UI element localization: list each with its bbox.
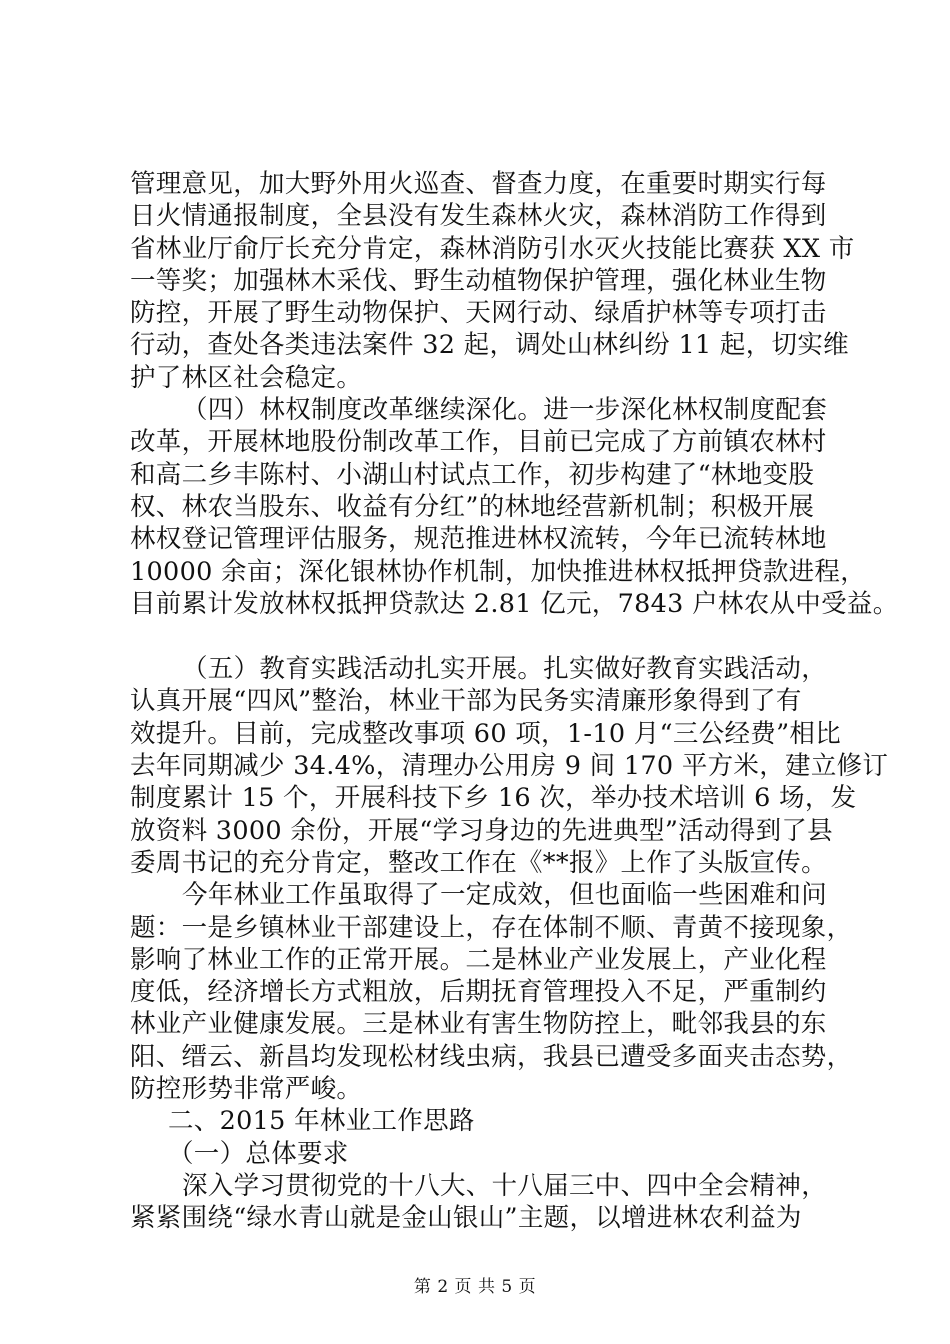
text-line: 省林业厅俞厅长充分肯定，森林消防引水灭火技能比赛获 XX 市: [130, 233, 855, 264]
section-two-heading: 二、2015 年林业工作思路: [168, 1106, 475, 1137]
body-text: [130, 168, 899, 1235]
text-line: 去年同期减少 34.4%，清理办公用房 9 间 170 平方米，建立修订: [130, 751, 889, 782]
text-line: 阳、缙云、新昌均发现松材线虫病，我县已遭受多面夹击态势，: [130, 1041, 853, 1072]
text-line: 防控形势非常严峻。: [130, 1074, 363, 1105]
text-line: 和高二乡丰陈村、小湖山村试点工作，初步构建了“林地变股: [130, 459, 815, 490]
text-line: 林业产业健康发展。三是林业有害生物防控上，毗邻我县的东: [130, 1009, 827, 1040]
text-line: 度低，经济增长方式粗放，后期抚育管理投入不足，严重制约: [130, 977, 827, 1008]
text-line: 认真开展“四风”整治，林业干部为民务实清廉形象得到了有: [130, 686, 802, 717]
text-line: 改革，开展林地股份制改革工作，目前已完成了方前镇农林村: [130, 427, 827, 458]
text-line: 制度累计 15 个，开展科技下乡 16 次，举办技术培训 6 场，发: [130, 783, 857, 814]
text-line: 目前累计发放林权抵押贷款达 2.81 亿元，7843 户林农从中受益。: [130, 588, 899, 619]
problems-paragraph-line: 今年林业工作虽取得了一定成效，但也面临一些困难和问: [182, 880, 828, 911]
text-line: 一等奖；加强林木采伐、野生动植物保护管理，强化林业生物: [130, 265, 827, 296]
text-line: 委周书记的充分肯定，整改工作在《**报》上作了头版宣传。: [130, 847, 827, 878]
text-line: 权、林农当股东、收益有分红”的林地经营新机制；积极开展: [130, 491, 815, 522]
text-line: 防控，开展了野生动物保护、天网行动、绿盾护林等专项打击: [130, 298, 827, 329]
text-line: 日火情通报制度，全县没有发生森林火灾，森林消防工作得到: [130, 201, 827, 232]
requirements-paragraph-line: 深入学习贯彻党的十八大、十八届三中、四中全会精神，: [182, 1170, 828, 1201]
text-line: 管理意见，加大野外用火巡查、督查力度，在重要时期实行每: [130, 169, 827, 199]
text-line: 影响了林业工作的正常开展。二是林业产业发展上，产业化程: [130, 944, 827, 975]
text-line: 效提升。目前，完成整改事项 60 项，1-10 月“三公经费”相比: [130, 718, 842, 749]
text-line: 护了林区社会稳定。: [130, 362, 363, 393]
text-line: 林权登记管理评估服务，规范推进林权流转，今年已流转林地: [130, 524, 827, 555]
text-line: 行动，查处各类违法案件 32 起，调处山林纠纷 11 起，切实维: [130, 330, 849, 361]
page-footer: 第 2 页 共 5 页: [413, 1277, 537, 1297]
paragraph-gap: [130, 620, 830, 653]
text-line: 题：一是乡镇林业干部建设上，存在体制不顺、青黄不接现象，: [130, 912, 853, 943]
section-four-heading-line: （四）林权制度改革继续深化。进一步深化林权制度配套: [182, 395, 828, 426]
text-line: 放资料 3000 余份，开展“学习身边的先进典型”活动得到了县: [130, 815, 833, 846]
text-line: 紧紧围绕“绿水青山就是金山银山”主题，以增进林农利益为: [130, 1203, 802, 1234]
section-five-heading-line: （五）教育实践活动扎实开展。扎实做好教育实践活动，: [182, 654, 828, 685]
text-line: 10000 余亩；深化银林协作机制，加快推进林权抵押贷款进程，: [130, 556, 867, 587]
subsection-one-heading: （一）总体要求: [168, 1138, 349, 1169]
